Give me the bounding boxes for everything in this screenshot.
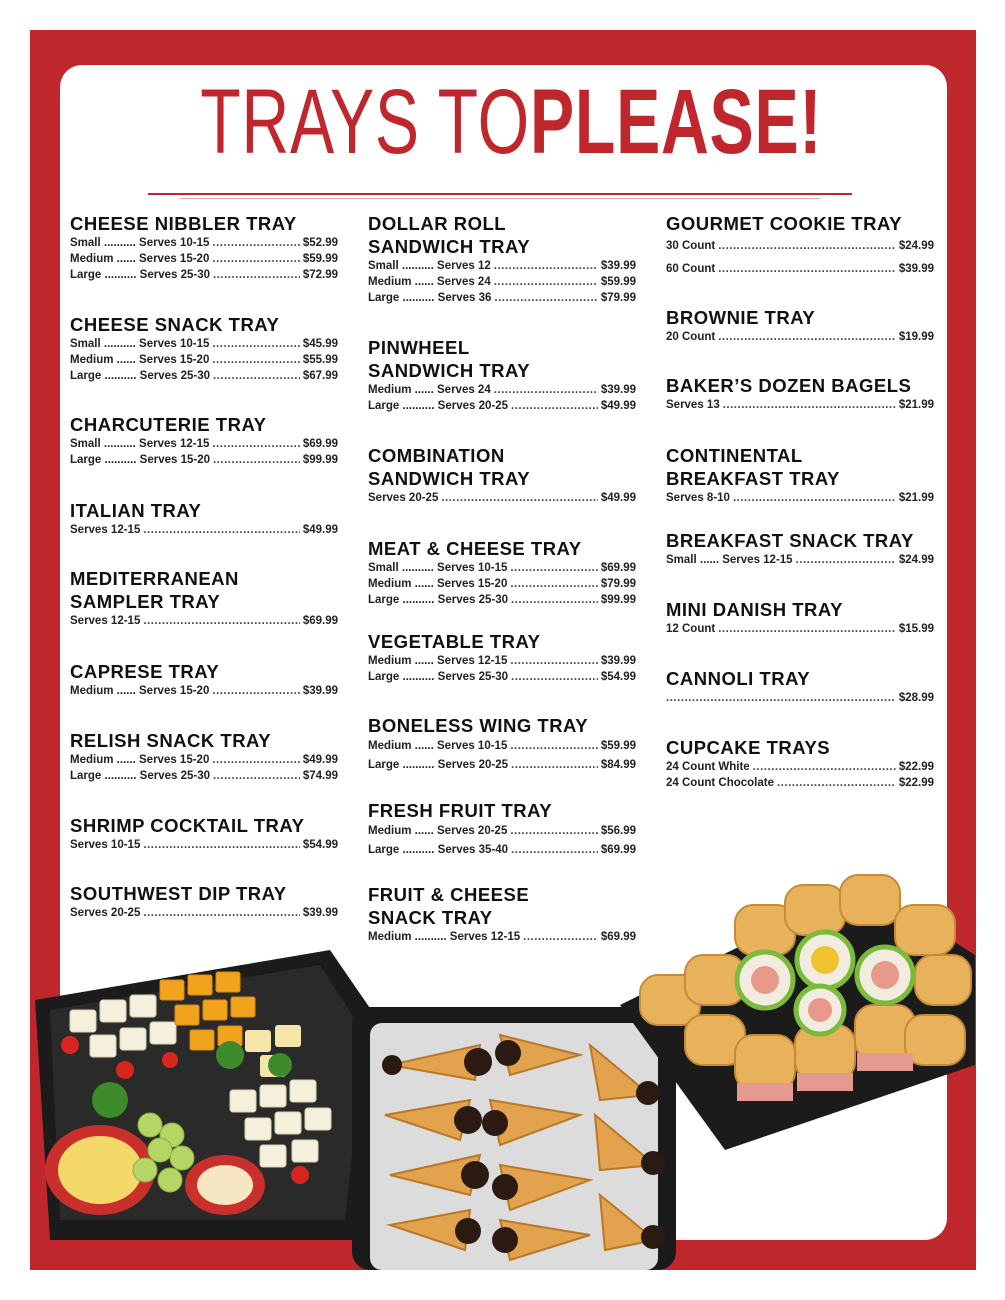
row-label: Small .......... Serves 10-15 bbox=[368, 562, 508, 574]
row-label: 24 Count White bbox=[666, 761, 750, 773]
row-price: $49.99 bbox=[600, 492, 636, 504]
row-price: $59.99 bbox=[600, 276, 636, 288]
menu-item bbox=[666, 306, 934, 345]
item-name: CAPRESE TRAY bbox=[70, 661, 220, 682]
row-price: $22.99 bbox=[898, 761, 934, 773]
price-row bbox=[70, 251, 338, 267]
price-row bbox=[368, 290, 636, 306]
row-price: $99.99 bbox=[600, 594, 636, 606]
menu-item bbox=[666, 212, 934, 281]
price-row bbox=[368, 490, 636, 506]
item-name: FRESH FRUIT TRAY bbox=[368, 800, 553, 821]
menu-item bbox=[666, 444, 934, 506]
item-name: SHRIMP COCKTAIL TRAY bbox=[70, 815, 305, 836]
item-name: CHEESE NIBBLER TRAY bbox=[70, 213, 297, 234]
price-row bbox=[70, 235, 338, 251]
row-label: 12 Count bbox=[666, 623, 716, 635]
item-name: RELISH SNACK TRAY bbox=[70, 730, 272, 751]
row-label: Serves 12-15 bbox=[70, 524, 141, 536]
row-label: Serves 20-25 bbox=[368, 492, 439, 504]
row-label: Large .......... Serves 15-20 bbox=[70, 454, 210, 466]
row-price: $45.99 bbox=[302, 338, 338, 350]
menu-item bbox=[70, 660, 338, 699]
row-price: $54.99 bbox=[600, 671, 636, 683]
row-label: 30 Count bbox=[666, 240, 716, 252]
price-row bbox=[70, 368, 338, 384]
row-price: $39.99 bbox=[600, 655, 636, 667]
menu-item bbox=[368, 883, 636, 945]
price-row bbox=[368, 822, 636, 841]
price-row bbox=[368, 560, 636, 576]
price-row bbox=[70, 436, 338, 452]
page-title bbox=[60, 62, 947, 182]
item-name: CHEESE SNACK TRAY bbox=[70, 314, 280, 335]
row-label: Large .......... Serves 25-30 bbox=[70, 269, 210, 281]
row-label: Medium ...... Serves 15-20 bbox=[70, 354, 210, 366]
price-row bbox=[368, 382, 636, 398]
item-name: CANNOLI TRAY bbox=[666, 668, 811, 689]
price-row bbox=[368, 929, 636, 945]
row-price: $24.99 bbox=[898, 240, 934, 252]
item-name: GOURMET COOKIE TRAY bbox=[666, 213, 902, 234]
price-row bbox=[70, 452, 338, 468]
row-label: Large .......... Serves 20-25 bbox=[368, 400, 508, 412]
menu-item bbox=[666, 667, 934, 706]
item-name: CONTINENTAL BREAKFAST TRAY bbox=[666, 445, 840, 489]
item-name: PINWHEEL SANDWICH TRAY bbox=[368, 337, 531, 381]
item-name: COMBINATION SANDWICH TRAY bbox=[368, 445, 531, 489]
price-row bbox=[70, 522, 338, 538]
price-row bbox=[666, 759, 934, 775]
row-label: Medium ...... Serves 24 bbox=[368, 384, 491, 396]
row-label: 20 Count bbox=[666, 331, 716, 343]
item-name: CHARCUTERIE TRAY bbox=[70, 414, 267, 435]
menu-item bbox=[666, 529, 934, 568]
item-name: MEAT & CHEESE TRAY bbox=[368, 538, 582, 559]
title-bold: PLEASE! bbox=[529, 71, 822, 173]
row-price: $69.99 bbox=[600, 844, 636, 856]
price-row bbox=[368, 737, 636, 756]
row-price: $49.99 bbox=[302, 524, 338, 536]
menu-item bbox=[70, 567, 338, 629]
item-name: DOLLAR ROLL SANDWICH TRAY bbox=[368, 213, 531, 257]
row-price: $99.99 bbox=[302, 454, 338, 466]
row-price: $24.99 bbox=[898, 554, 934, 566]
menu-item bbox=[368, 336, 636, 414]
menu-item bbox=[70, 313, 338, 384]
item-name: BONELESS WING TRAY bbox=[368, 715, 589, 736]
price-row bbox=[666, 397, 934, 413]
price-row bbox=[70, 905, 338, 921]
item-name: CUPCAKE TRAYS bbox=[666, 737, 831, 758]
row-label: Medium ...... Serves 15-20 bbox=[70, 253, 210, 265]
row-label: Medium ...... Serves 10-15 bbox=[368, 740, 508, 752]
row-label: Serves 12-15 bbox=[70, 615, 141, 627]
menu-item bbox=[70, 212, 338, 283]
row-label: Small .......... Serves 10-15 bbox=[70, 338, 210, 350]
row-label: Large .......... Serves 35-40 bbox=[368, 844, 508, 856]
row-price: $55.99 bbox=[302, 354, 338, 366]
row-label: Small ...... Serves 12-15 bbox=[666, 554, 793, 566]
item-name: FRUIT & CHEESE SNACK TRAY bbox=[368, 884, 530, 928]
row-label: Large .......... Serves 25-30 bbox=[70, 770, 210, 782]
row-price: $54.99 bbox=[302, 839, 338, 851]
row-price: $39.99 bbox=[600, 384, 636, 396]
price-row bbox=[666, 329, 934, 345]
row-price: $52.99 bbox=[302, 237, 338, 249]
price-row bbox=[666, 235, 934, 258]
row-price: $84.99 bbox=[600, 759, 636, 771]
row-price: $56.99 bbox=[600, 825, 636, 837]
row-label: Medium ...... Serves 15-20 bbox=[70, 685, 210, 697]
sandwich-tray-photo bbox=[615, 865, 977, 1155]
row-label: Large .......... Serves 25-30 bbox=[368, 594, 508, 606]
row-label: Medium ...... Serves 15-20 bbox=[70, 754, 210, 766]
row-price: $59.99 bbox=[600, 740, 636, 752]
menu-item bbox=[368, 630, 636, 685]
row-label: Medium ...... Serves 12-15 bbox=[368, 655, 508, 667]
row-label: 60 Count bbox=[666, 263, 716, 275]
price-row bbox=[368, 841, 636, 860]
menu-item bbox=[666, 598, 934, 637]
row-label: Serves 10-15 bbox=[70, 839, 141, 851]
row-price: $39.99 bbox=[302, 685, 338, 697]
item-name: VEGETABLE TRAY bbox=[368, 631, 541, 652]
row-price: $79.99 bbox=[600, 578, 636, 590]
menu-item bbox=[70, 814, 338, 853]
row-label: Small .......... Serves 12 bbox=[368, 260, 491, 272]
row-price: $22.99 bbox=[898, 777, 934, 789]
cheese-tray-photo bbox=[30, 940, 390, 1270]
row-price: $21.99 bbox=[898, 492, 934, 504]
row-price: $74.99 bbox=[302, 770, 338, 782]
menu-item bbox=[70, 499, 338, 538]
price-row bbox=[70, 837, 338, 853]
row-price: $67.99 bbox=[302, 370, 338, 382]
row-price: $15.99 bbox=[898, 623, 934, 635]
price-row bbox=[368, 258, 636, 274]
row-label: Large .......... Serves 25-30 bbox=[70, 370, 210, 382]
price-row bbox=[368, 756, 636, 775]
price-row bbox=[368, 592, 636, 608]
menu-item bbox=[666, 374, 934, 413]
item-name: BROWNIE TRAY bbox=[666, 307, 816, 328]
price-row bbox=[70, 267, 338, 283]
menu-item bbox=[368, 537, 636, 608]
row-price: $39.99 bbox=[898, 263, 934, 275]
row-price: $59.99 bbox=[302, 253, 338, 265]
price-row bbox=[368, 576, 636, 592]
row-price: $28.99 bbox=[898, 692, 934, 704]
price-row bbox=[666, 490, 934, 506]
menu-item bbox=[70, 413, 338, 468]
price-row bbox=[666, 775, 934, 791]
row-label: Medium ...... Serves 20-25 bbox=[368, 825, 508, 837]
row-label: Large .......... Serves 20-25 bbox=[368, 759, 508, 771]
item-name: MINI DANISH TRAY bbox=[666, 599, 843, 620]
row-label: Medium .......... Serves 12-15 bbox=[368, 931, 521, 943]
row-label: Medium ...... Serves 15-20 bbox=[368, 578, 508, 590]
row-price: $39.99 bbox=[600, 260, 636, 272]
price-row bbox=[70, 352, 338, 368]
menu-item bbox=[666, 736, 934, 791]
row-label: 24 Count Chocolate bbox=[666, 777, 774, 789]
row-label: Small .......... Serves 12-15 bbox=[70, 438, 210, 450]
row-price: $49.99 bbox=[302, 754, 338, 766]
row-price: $21.99 bbox=[898, 399, 934, 411]
menu-item bbox=[368, 444, 636, 506]
row-price: $69.99 bbox=[302, 615, 338, 627]
menu-item bbox=[368, 799, 636, 860]
row-price: $79.99 bbox=[600, 292, 636, 304]
row-price: $19.99 bbox=[898, 331, 934, 343]
price-row bbox=[70, 336, 338, 352]
price-row bbox=[666, 258, 934, 281]
price-row bbox=[70, 683, 338, 699]
price-row bbox=[368, 669, 636, 685]
menu-item bbox=[70, 729, 338, 784]
row-label: Large .......... Serves 36 bbox=[368, 292, 492, 304]
price-row bbox=[70, 752, 338, 768]
menu-item bbox=[70, 882, 338, 921]
menu-item bbox=[368, 714, 636, 775]
row-label: Medium ...... Serves 24 bbox=[368, 276, 491, 288]
row-label: Small .......... Serves 10-15 bbox=[70, 237, 210, 249]
row-price: $69.99 bbox=[302, 438, 338, 450]
row-price: $69.99 bbox=[600, 931, 636, 943]
title-underline bbox=[148, 193, 852, 195]
row-price: $39.99 bbox=[302, 907, 338, 919]
row-label: Large .......... Serves 25-30 bbox=[368, 671, 508, 683]
price-row bbox=[666, 621, 934, 637]
row-price: $49.99 bbox=[600, 400, 636, 412]
row-price: $69.99 bbox=[600, 562, 636, 574]
item-name: SOUTHWEST DIP TRAY bbox=[70, 883, 287, 904]
title-light: TRAYS TO bbox=[199, 71, 530, 173]
price-row bbox=[666, 690, 934, 706]
price-row bbox=[70, 768, 338, 784]
title-underline-thin bbox=[180, 198, 820, 199]
row-label: Serves 20-25 bbox=[70, 907, 141, 919]
item-name: ITALIAN TRAY bbox=[70, 500, 202, 521]
item-name: BAKER’S DOZEN BAGELS bbox=[666, 375, 912, 396]
menu-item bbox=[368, 212, 636, 306]
item-name: MEDITERRANEAN SAMPLER TRAY bbox=[70, 568, 239, 612]
item-name: BREAKFAST SNACK TRAY bbox=[666, 530, 914, 551]
price-row bbox=[368, 398, 636, 414]
price-row bbox=[368, 653, 636, 669]
price-row bbox=[368, 274, 636, 290]
row-price: $72.99 bbox=[302, 269, 338, 281]
row-label: Serves 13 bbox=[666, 399, 720, 411]
price-row bbox=[70, 613, 338, 629]
row-label: Serves 8-10 bbox=[666, 492, 730, 504]
price-row bbox=[666, 552, 934, 568]
